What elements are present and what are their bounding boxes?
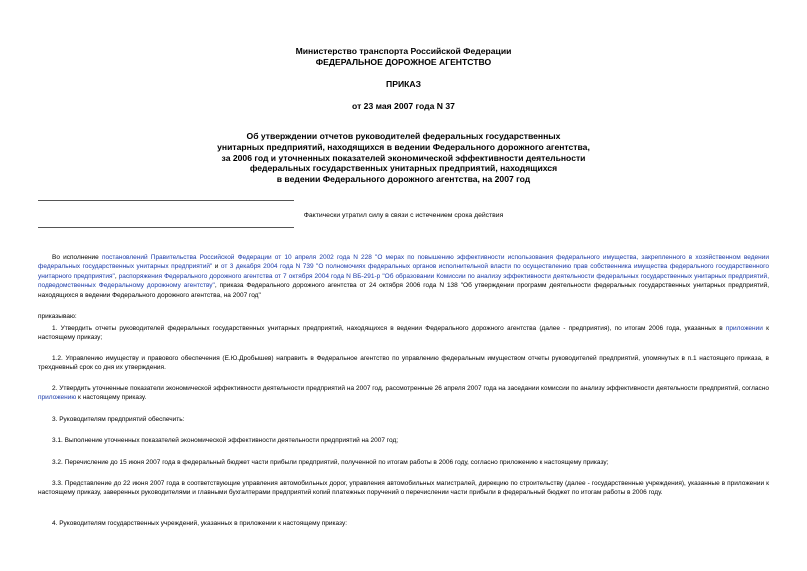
paragraph-3-1: 3.1. Выполнение уточненных показателей экономической эффективности деятельности предприятий на 2007 год; xyxy=(52,437,399,444)
document-date-number: от 23 мая 2007 года N 37 xyxy=(352,101,455,111)
link-appendix-2[interactable]: приложению xyxy=(38,394,77,402)
link-appendix[interactable]: приложении xyxy=(725,325,763,332)
agency-name: ФЕДЕРАЛЬНОЕ ДОРОЖНОЕ АГЕНТСТВО xyxy=(315,57,492,67)
link-government-decrees[interactable]: постановлений Правительства Российской Федерации от 10 апреля 2002 года N 228 "О мерах по повышению эффективности использования федерального имущества, закрепленного в хозяйственном ведении федеральных государственных унитарных предприятий" xyxy=(38,254,769,271)
title-line: в ведении Федерального дорожного агентства, на 2007 год xyxy=(276,174,531,185)
paragraph-3-3: 3.3. Представление до 22 июня 2007 года в соответствующие управления автомобильных дорог, управления автомобильных магистралей, дирекцию по строительству (далее - государственные учреждения), указанные в приложении к настоящему приказу, заверенных руководителями и главными бухгалтерами предприятий копий платежных поручений о перечислении части прибыли в федеральный бюджет по итогам работы в 2006 году. xyxy=(38,480,769,497)
divider-top xyxy=(38,200,294,201)
order-word: приказываю: xyxy=(38,313,77,320)
paragraph-4: 4. Руководителям государственных учреждений, указанных в приложении к настоящему приказу: xyxy=(52,520,348,527)
paragraph-3: 3. Руководителям предприятий обеспечить: xyxy=(52,416,185,423)
document-type: ПРИКАЗ xyxy=(386,79,421,89)
divider-bottom xyxy=(38,227,294,228)
title-line: Об утверждении отчетов руководителей федеральных государственных xyxy=(246,131,561,141)
ministry-name: Министерство транспорта Российской Федерации xyxy=(295,46,512,56)
intro-text-1: Во исполнение xyxy=(52,254,102,261)
title-line: за 2006 год и уточненных показателей экономической эффективности деятельности xyxy=(221,152,586,163)
paragraph-2-text: 2. Утвердить уточненные показатели экономической эффективности деятельности предприятий на 2007 год, рассмотренные 26 апреля 2007 года на заседании комиссии по анализу эффективности деятельности предприятий, согласно xyxy=(52,385,769,392)
intro-paragraph xyxy=(38,253,769,300)
paragraph-1 xyxy=(38,324,769,343)
document-title xyxy=(0,131,807,185)
intro-text-3: , xyxy=(114,272,119,280)
intro-text-2: и xyxy=(212,263,221,271)
status-note: Фактически утратил силу в связи с истечением срока действия xyxy=(303,212,504,219)
link-decree-739[interactable]: от 3 декабря 2004 года N 739 "О полномочиях федеральных органов исполнительной власти по осуществлению прав собственника имущества федерального государственного унитарного предприятия" xyxy=(38,263,769,280)
paragraph-1-text: 1. Утвердить отчеты руководителей федеральных государственных унитарных предприятий, находящихся в ведении Федерального дорожного агентства (далее - предприятия), по итогам 2006 года, указанных в xyxy=(52,325,726,332)
paragraph-2-tail: к настоящему приказу. xyxy=(76,394,147,402)
link-order-vb-291[interactable]: распоряжения Федерального дорожного агентства от 7 октября 2004 года N ВБ-291-р "Об образовании Комиссии по анализу эффективности деятельности федеральных государственных унитарных предприятий, подведомственных Федеральному дорожному агентству" xyxy=(38,272,769,290)
paragraph-2 xyxy=(38,384,769,403)
paragraph-1-tail: к настоящему приказу; xyxy=(38,325,769,342)
title-line: федеральных государственных унитарных предприятий, находящихся xyxy=(249,163,558,174)
paragraph-1-2: 1.2. Управлению имуществу и правового обеспечения (Е.Ю.Дробышев) направить в Федеральное агентство по управлению федеральным имуществом отчеты руководителей предприятий, упомянутых в п.1 настоящего приказа, в трехдневный срок со дня их утверждения. xyxy=(38,355,769,372)
paragraph-3-2: 3.2. Перечисление до 15 июня 2007 года в федеральный бюджет части прибыли предприятий, полученной по итогам работы в 2006 году, согласно приложению к настоящему приказу; xyxy=(52,459,609,466)
title-line: унитарных предприятий, находящихся в ведении Федерального дорожного агентства, xyxy=(217,141,590,152)
intro-text-4: , приказа Федерального дорожного агентства от 24 октября 2006 года N 138 "Об утверждении программ деятельности федеральных государственных унитарных предприятий, находящихся в ведении Федерального дорожного агентства, на 2007 год" xyxy=(38,282,770,299)
